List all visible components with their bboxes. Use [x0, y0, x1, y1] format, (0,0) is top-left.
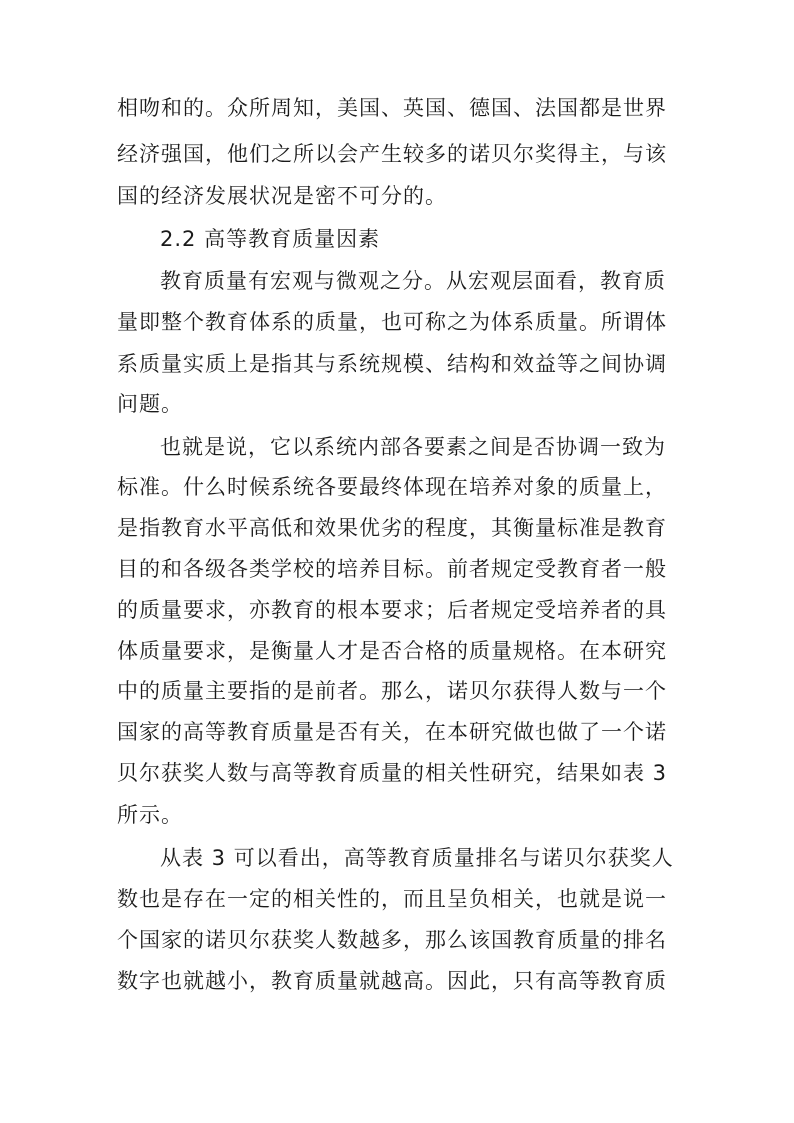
body-text-line: 从表 3 可以看出，高等教育质量排名与诺贝尔获奖人 [160, 846, 674, 870]
body-text-line: 贝尔获奖人数与高等教育质量的相关性研究，结果如表 3 [117, 761, 668, 785]
body-text-line: 数字也就越小，教育质量就越高。因此，只有高等教育质 [117, 969, 667, 993]
section-heading: 2.2 高等教育质量因素 [160, 227, 381, 251]
body-text-line: 体质量要求，是衡量人才是否合格的质量规格。在本研究 [117, 639, 667, 663]
body-text-line: 系质量实质上是指其与系统规模、结构和效益等之间协调 [117, 352, 667, 376]
body-text-line: 目的和各级各类学校的培养目标。前者规定受教育者一般 [117, 557, 667, 581]
body-text-line: 经济强国，他们之所以会产生较多的诺贝尔奖得主，与该 [117, 142, 667, 166]
body-text-line: 数也是存在一定的相关性的，而且呈负相关，也就是说一 [117, 887, 667, 911]
body-text-line: 中的质量主要指的是前者。那么，诺贝尔获得人数与一个 [117, 679, 667, 703]
body-text-line: 相吻和的。众所周知，美国、英国、德国、法国都是世界 [117, 96, 667, 120]
body-text-line: 国家的高等教育质量是否有关，在本研究做也做了一个诺 [117, 720, 667, 744]
body-text-line: 也就是说，它以系统内部各要素之间是否协调一致为 [160, 435, 666, 459]
body-text-line: 国的经济发展状况是密不可分的。 [117, 184, 447, 208]
body-text-line: 标准。什么时候系统各要最终体现在培养对象的质量上， [117, 475, 667, 499]
body-text-line: 教育质量有宏观与微观之分。从宏观层面看，教育质 [160, 269, 666, 293]
body-text-line: 所示。 [117, 803, 183, 827]
body-text-line: 是指教育水平高低和效果优劣的程度，其衡量标准是教育 [117, 516, 667, 540]
body-text-line: 问题。 [117, 392, 183, 416]
body-text-line: 个国家的诺贝尔获奖人数越多，那么该国教育质量的排名 [117, 928, 667, 952]
body-text-line: 的质量要求，亦教育的根本要求；后者规定受培养者的具 [117, 598, 667, 622]
body-text-line: 量即整个教育体系的质量，也可称之为体系质量。所谓体 [117, 310, 667, 334]
